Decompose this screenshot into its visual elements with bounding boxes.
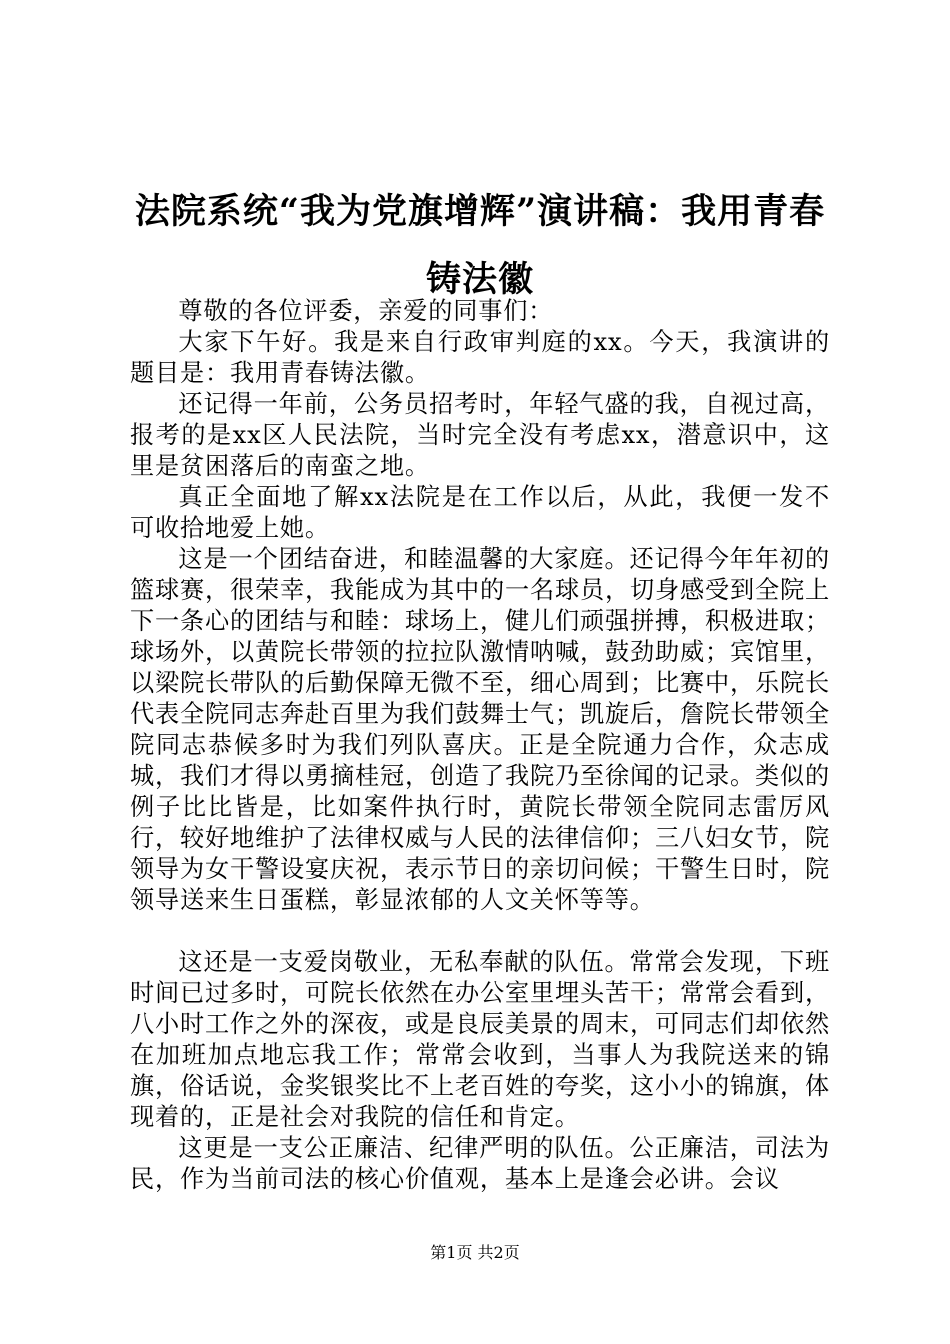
- document-body: [130, 296, 830, 1195]
- paragraph-dedication: 这还是一支爱岗敬业，无私奉献的队伍。常常会发现，下班时间已过多时，可院长依然在办公室里埋头苦干；常常会看到，八小时工作之外的深夜，或是良辰美景的周末，可同志们却依然在加班加点地忘我工作；常常会收到，当事人为我院送来的锦旗，俗话说，金奖银奖比不上老百姓的夸奖，这小小的锦旗，体现着的，正是社会对我院的信任和肯定。: [130, 948, 830, 1131]
- paragraph-recollection: 还记得一年前，公务员招考时，年轻气盛的我，自视过高，报考的是xx区人民法院，当时完全没有考虑xx，潜意识中，这里是贫困落后的南蛮之地。: [130, 390, 830, 480]
- page-footer: 第1页 共2页: [430, 1243, 520, 1262]
- paragraph-salutation: 尊敬的各位评委，亲爱的同事们：: [178, 297, 554, 325]
- paragraph-understanding: 真正全面地了解xx法院是在工作以后，从此，我便一发不可收拾地爱上她。: [130, 483, 830, 542]
- paragraph-family: 这是一个团结奋进，和睦温馨的大家庭。还记得今年年初的篮球赛，很荣幸，我能成为其中的一名球员，切身感受到全院上下一条心的团结与和睦：球场上，健儿们顽强拼搏，积极进取；球场外，以黄院长带领的拉拉队激情呐喊，鼓劲助威；宾馆里，以梁院长带队的后勤保障无微不至，细心周到；比赛中，乐院长代表全院同志奔赴百里为我们鼓舞士气；凯旋后，詹院长带领全院同志恭候多时为我们列队喜庆。正是全院通力合作，众志成城，我们才得以勇摘桂冠，创造了我院乃至徐闻的记录。类似的例子比比皆是，比如案件执行时，黄院长带领全院同志雷厉风行，较好地维护了法律权威与人民的法律信仰；三八妇女节，院领导为女干警设宴庆祝，表示节日的亲切问候；干警生日时，院领导送来生日蛋糕，彰显浓郁的人文关怀等等。: [130, 545, 830, 914]
- paragraph-greeting: 大家下午好。我是来自行政审判庭的xx。今天，我演讲的题目是：我用青春铸法徽。: [130, 328, 830, 387]
- document-title: 法院系统“我为党旗增辉”演讲稿：我用青春铸法徽: [134, 191, 826, 300]
- paragraph-integrity: 这更是一支公正廉洁、纪律严明的队伍。公正廉洁，司法为民，作为当前司法的核心价值观，基本上是逢会必讲。会议: [130, 1134, 830, 1193]
